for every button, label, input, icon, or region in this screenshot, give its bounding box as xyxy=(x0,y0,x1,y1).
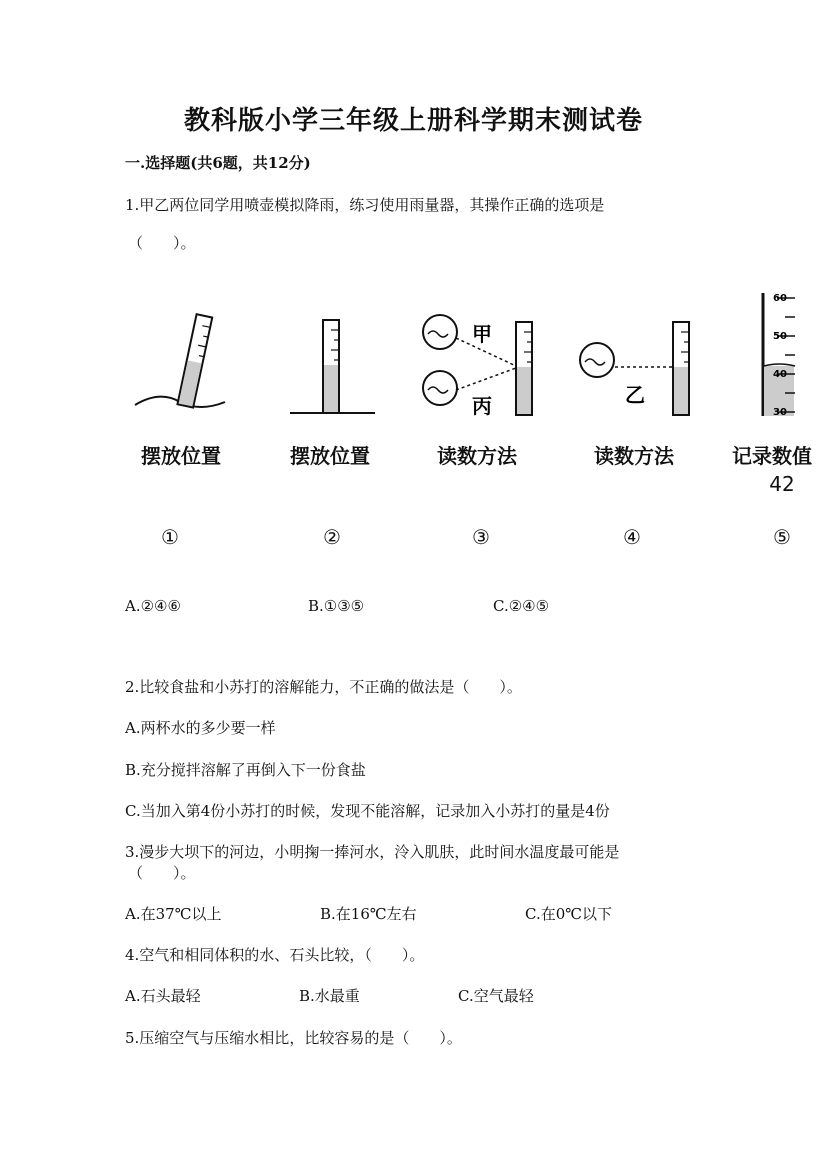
caption-2: 摆放位置 xyxy=(290,444,370,468)
question-2-stem: 2.比较食盐和小苏打的溶解能力，不正确的做法是（ ）。 xyxy=(125,678,522,696)
q3-option-a: A.在37℃以上 xyxy=(125,905,222,923)
caption-3: 读数方法 xyxy=(437,444,517,468)
figure-number-4: ④ xyxy=(623,525,641,549)
question-3-paren: （ ）。 xyxy=(128,864,196,882)
q1-option-c: C.②④⑤ xyxy=(493,597,550,615)
page-title: 教科版小学三年级上册科学期末测试卷 xyxy=(183,106,643,136)
figure-number-3: ③ xyxy=(472,525,490,549)
q3-option-b: B.在16℃左右 xyxy=(320,905,417,923)
label-bing: 丙 xyxy=(472,394,492,418)
scale-60: 60 xyxy=(773,293,787,304)
reading-method-jia-bing-figure xyxy=(418,308,548,423)
q1-option-a: A.②④⑥ xyxy=(125,597,181,615)
q2-option-b: B.充分搅拌溶解了再倒入下一份食盐 xyxy=(125,761,366,779)
question-5-stem: 5.压缩空气与压缩水相比，比较容易的是（ ）。 xyxy=(125,1029,462,1047)
caption-4: 读数方法 xyxy=(594,444,674,468)
question-1-paren: （ ）。 xyxy=(128,234,196,252)
figure-number-2: ② xyxy=(323,525,341,549)
question-1-stem: 1.甲乙两位同学用喷壶模拟降雨，练习使用雨量器，其操作正确的选项是 xyxy=(125,196,605,214)
caption-5: 记录数值 xyxy=(732,444,812,468)
q4-option-b: B.水最重 xyxy=(299,987,360,1005)
figure-number-5: ⑤ xyxy=(773,525,791,549)
q2-option-c: C.当加入第4份小苏打的时候，发现不能溶解，记录加入小苏打的量是4份 xyxy=(125,802,610,820)
caption-1: 摆放位置 xyxy=(141,444,221,468)
q1-option-b: B.①③⑤ xyxy=(308,597,365,615)
question-4-stem: 4.空气和相同体积的水、石头比较，（ ）。 xyxy=(125,946,425,964)
label-yi: 乙 xyxy=(625,383,645,407)
question-3-stem: 3.漫步大坝下的河边，小明掬一捧河水，泠入肌肤，此时间水温度最可能是 xyxy=(125,843,620,861)
scale-40: 40 xyxy=(773,369,787,380)
gauge-upright-figure xyxy=(285,310,385,420)
scale-50: 50 xyxy=(773,331,787,342)
q3-option-c: C.在0℃以下 xyxy=(525,905,613,923)
q4-option-a: A.石头最轻 xyxy=(125,987,201,1005)
gauge-tilted-figure xyxy=(130,310,230,420)
q2-option-a: A.两杯水的多少要一样 xyxy=(125,719,276,737)
q4-option-c: C.空气最轻 xyxy=(458,987,534,1005)
figure-number-1: ① xyxy=(161,525,179,549)
label-jia: 甲 xyxy=(472,322,492,346)
record-value: 42 xyxy=(769,472,795,496)
section-heading: 一.选择题(共6题，共12分) xyxy=(125,154,311,172)
scale-30: 30 xyxy=(773,407,787,418)
gauge-scale-figure xyxy=(755,288,805,420)
reading-method-yi-figure xyxy=(575,320,695,420)
